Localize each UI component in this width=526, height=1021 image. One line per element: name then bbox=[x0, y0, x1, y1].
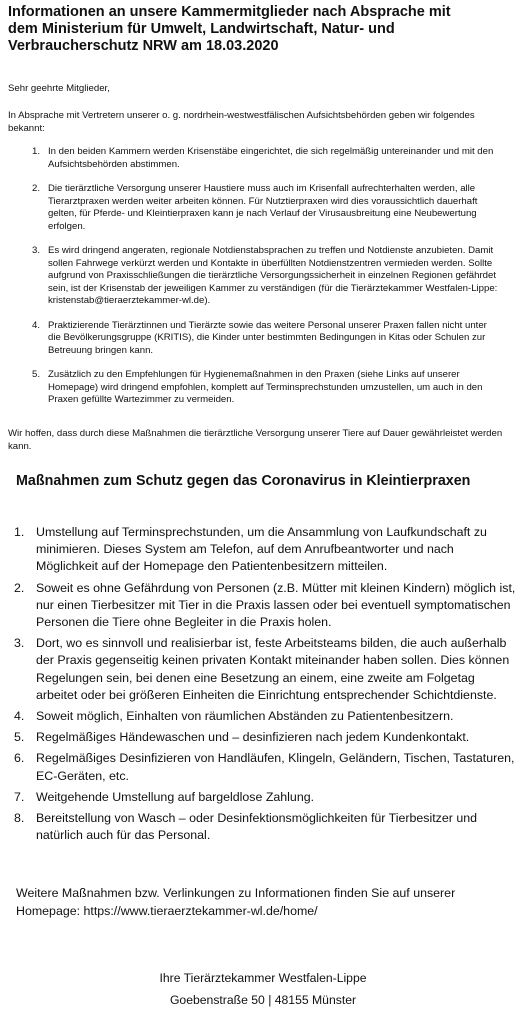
list-item-number: 5. bbox=[14, 730, 25, 745]
closing-paragraph: Wir hoffen, dass durch diese Maßnahmen die tierärztliche Versorgung unserer Tiere auf Dauer gewährleistet werden kann. bbox=[8, 428, 503, 452]
document-header bbox=[8, 4, 520, 55]
list-item-text: Bereitstellung von Wasch – oder Desinfektionsmöglichkeiten für Tierbesitzer und natürlich auch für das Personal. bbox=[36, 811, 478, 843]
list-item bbox=[14, 789, 524, 806]
list-item-number: 8. bbox=[14, 811, 25, 826]
list-item bbox=[14, 635, 524, 704]
intro-paragraph: In Absprache mit Vertretern unserer o. g. nordrhein-westwestfälischen Aufsichtsbehörden geben wir folgendes bekannt: bbox=[8, 110, 475, 134]
list-item-number: 6. bbox=[14, 751, 25, 766]
list-item bbox=[14, 729, 524, 746]
list-item-number: 1. bbox=[31, 146, 40, 157]
list-item-text: Soweit es ohne Gefährdung von Personen (z.B. Mütter mit kleinen Kindern) möglich ist, nur einen Tierbesitzer mit Tier in die Praxis lassen oder bei eventuell symptomatischen Personen die Tiere ohne Begleiter in die Praxis holen. bbox=[36, 580, 516, 630]
measures-list bbox=[14, 524, 524, 844]
list-item-text: Umstellung auf Terminsprechstunden, um die Ansammlung von Laufkundschaft zu minimieren. Dieses System am Telefon, auf dem Anrufbeantworter und nach Möglichkeit auf der Homepage den Patientenbesitzern mitteilen. bbox=[36, 525, 487, 574]
list-item-number: 4. bbox=[14, 709, 25, 724]
list-item-text: Dort, wo es sinnvoll und realisierbar ist, feste Arbeitsteams bilden, die auch außerhalb der Praxis gegenseitig keinen privaten Kontakt miteinander haben sollen. Dies können Regelungen sein, bei denen eine Besetzung an einem, eine zweite am Folgetag arbeitet oder bei größeren Einheiten die Einrichtung entsprechender Schichtdienste. bbox=[36, 636, 510, 702]
list-item-number: 4. bbox=[31, 319, 40, 331]
footer-address: Goebenstraße 50 | 48155 Münster bbox=[169, 993, 357, 1007]
list-item bbox=[8, 320, 516, 358]
list-item-text: Weitgehende Umstellung auf bargeldlose Zahlung. bbox=[36, 789, 315, 804]
list-item bbox=[14, 810, 524, 844]
further-info-paragraph: Weitere Maßnahmen bzw. Verlinkungen zu Informationen finden Sie auf unserer Homepage: https://www.tieraerztekammer-wl.de/home/ bbox=[16, 886, 456, 918]
list-item bbox=[8, 245, 516, 308]
list-item bbox=[8, 183, 516, 233]
list-item bbox=[8, 369, 516, 407]
salutation: Sehr geehrte Mitglieder, bbox=[8, 83, 110, 94]
announcement-list bbox=[8, 146, 516, 419]
list-item-text: Praktizierende Tierärztinnen und Tierärzte sowie das weitere Personal unserer Praxen fallen nicht unter die Bevölkerungsgruppe (KRITIS), die Kinder unter bestimmten Bedingungen in Kitas oder Schulen zur Betreuung bringen kann. bbox=[48, 319, 487, 356]
list-item-number: 2. bbox=[14, 580, 25, 595]
list-item-text: Es wird dringend angeraten, regionale Notdienstabsprachen zu treffen und Notdienste anzubieten. Damit sollen Fahrwege verkürzt werden und Kontakte in überfüllten Notdienstzentren vermieden werden. Sollte aufgrund von Praxisschließungen die tierärztliche Versorgungssicherheit in einzelnen Regionen gefährdet sein, ist der Krisenstab der jeweiligen Kammer zu verständigen (für die Tierärztekammer Westfalen-Lippe: kristenstab@tieraerztekammer-wl.de). bbox=[48, 245, 498, 306]
list-item-text: Regelmäßiges Händewaschen und – desinfizieren nach jedem Kundenkontakt. bbox=[36, 730, 470, 745]
list-item-number: 2. bbox=[31, 183, 40, 194]
measures-title: Maßnahmen zum Schutz gegen das Coronavirus in Kleintierpraxen bbox=[16, 473, 471, 489]
list-item bbox=[14, 708, 524, 725]
list-item-text: Die tierärztliche Versorgung unserer Haustiere muss auch im Krisenfall aufrechterhalten werden, alle Tierarztpraxen werden weiter arbeiten können. Für Nutztierpraxen wird dies voraussichtlich dauerhaft gelten, für Pferde- und Kleintierpraxen kann je nach Verlauf der Virusausbreitung eine Neubewertung erfolgen. bbox=[48, 183, 478, 232]
list-item-number: 3. bbox=[14, 636, 25, 651]
list-item bbox=[14, 580, 524, 632]
list-item bbox=[14, 750, 524, 784]
title-line-1: Informationen an unsere Kammermitglieder nach Absprache mit bbox=[8, 4, 451, 20]
title-line-2: dem Ministerium für Umwelt, Landwirtschaft, Natur- und bbox=[8, 21, 395, 37]
list-item-text: In den beiden Kammern werden Krisenstäbe eingerichtet, die sich regelmäßig untereinander und mit den Aufsichtsbehörden abstimmen. bbox=[48, 146, 494, 170]
footer-organization: Ihre Tierärztekammer Westfalen-Lippe bbox=[159, 971, 367, 985]
list-item-number: 3. bbox=[31, 245, 40, 256]
list-item-number: 1. bbox=[14, 525, 25, 539]
list-item-text: Zusätzlich zu den Empfehlungen für Hygienemaßnahmen in den Praxen (siehe Links auf unserer Homepage) wird dringend empfohlen, komplett auf Terminsprechstunden umzustellen, um auch in den Praxen gefüllte Wartezimmer zu vermeiden. bbox=[48, 369, 483, 405]
list-item-text: Soweit möglich, Einhalten von räumlichen Abständen zu Patientenbesitzern. bbox=[36, 709, 454, 724]
list-item-text: Regelmäßiges Desinfizieren von Handläufen, Klingeln, Geländern, Tischen, Tastaturen, EC-Geräten, etc. bbox=[36, 751, 515, 783]
list-item-number: 5. bbox=[31, 369, 40, 380]
page-title bbox=[8, 4, 520, 55]
list-item-number: 7. bbox=[14, 789, 25, 804]
list-item bbox=[8, 146, 516, 171]
title-line-3: Verbraucherschutz NRW am 18.03.2020 bbox=[8, 38, 279, 54]
list-item bbox=[14, 524, 524, 576]
